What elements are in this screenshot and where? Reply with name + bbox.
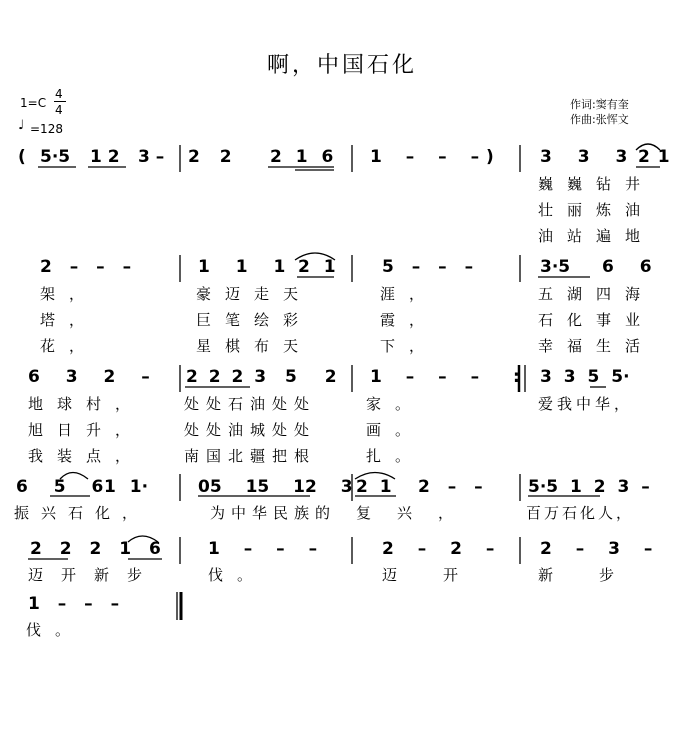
notes-s6-m1: 1 – – – xyxy=(28,594,120,614)
lyric-s2-v2-d: 石化事业 xyxy=(538,311,655,329)
lyric-s3-v2-c: 画。 xyxy=(366,421,425,439)
lyric-s2-v1-a: 架， xyxy=(40,285,99,303)
lyric-s3-v3-a: 我装点， xyxy=(28,447,145,465)
lyric-s2-v3-a: 花， xyxy=(40,337,99,355)
lyric-s4-b: 为中华民族的 xyxy=(210,504,337,522)
notes-s1-m1c: 3 – xyxy=(138,147,165,167)
notes-s4-m4: 5·5 1 2 3 – xyxy=(528,477,650,497)
lyric-s2-v3-b: 星棋布天 xyxy=(196,337,313,355)
lyric-s3-v1-a: 地球村， xyxy=(28,395,145,413)
notes-s3-m4: 3 3 5 5· xyxy=(540,367,630,387)
notes-s4-m1a: 6 5 6 xyxy=(16,477,104,497)
notes-s5-m3: 2 – 2 – xyxy=(382,539,495,559)
notes-s2-m4a: 3·5 xyxy=(540,257,571,277)
note-icon: ♩ xyxy=(18,118,25,133)
notes-s2-m3: 5 – – – xyxy=(382,257,474,277)
lyric-s4-d: 百万石化人， xyxy=(526,504,635,522)
lyric-s3-v2-b: 处处油城处处 xyxy=(184,421,317,439)
lyric-s2-v1-c: 涯， xyxy=(380,285,439,303)
time-signature-top: 4 xyxy=(55,87,63,101)
lyric-s5-a: 迈开新步 xyxy=(28,566,161,584)
notes-s4-m2: 05 15 12 3 xyxy=(198,477,353,497)
lyric-s5-b: 伐。 xyxy=(208,566,267,584)
lyric-s2-v2-b: 巨笔绘彩 xyxy=(196,311,313,329)
notes-s2-m2b: 2 1 xyxy=(298,257,336,277)
lyric-s1-v1: 巍巍钻井 xyxy=(538,175,655,193)
notes-s2-m2a: 1 1 1 xyxy=(198,257,286,277)
notes-s3-m2b: 5 2 xyxy=(285,367,337,387)
notes-s5-m2: 1 – – – xyxy=(208,539,318,559)
lyric-s2-v3-c: 下， xyxy=(380,337,439,355)
lyric-s4-a: 振兴石化， xyxy=(14,504,150,522)
notes-s1-m1a: 5·5 xyxy=(40,147,71,167)
song-title: 啊，中国石化 xyxy=(266,53,417,78)
lyric-s2-v2-a: 塔， xyxy=(40,311,99,329)
notes-s5-m4: 2 – 3 – xyxy=(540,539,653,559)
notes-s4-m1b: 1 1· xyxy=(104,477,149,497)
repeat-sign: : xyxy=(513,367,520,387)
composer-credit: 作曲:张恽文 xyxy=(570,113,629,126)
paren-open: ( xyxy=(18,147,26,167)
key-signature: 1=C xyxy=(20,96,47,110)
notes-s4-m3a: 2 1 xyxy=(356,477,392,497)
lyric-s6-a: 伐。 xyxy=(26,621,85,639)
lyric-s1-v2: 壮丽炼油 xyxy=(538,201,655,219)
lyric-s3-v1-d: 爱我中华， xyxy=(538,395,634,413)
notes-s3-m2a: 2 2 2 3 xyxy=(186,367,267,387)
notes-s1-m1b: 1 2 xyxy=(90,147,120,167)
notes-s2-m1: 2 – – – xyxy=(40,257,132,277)
lyric-s2-v3-d: 幸福生活 xyxy=(538,337,655,355)
notes-s2-m4b: 6 6 xyxy=(602,257,652,277)
lyric-s5-c: 迈开 xyxy=(382,566,505,584)
notes-s1-m2b: 2 1 6 xyxy=(270,147,334,167)
notes-s1-m4a: 3 3 3 xyxy=(540,147,628,167)
time-signature-bottom: 4 xyxy=(55,103,63,117)
lyric-s3-v3-c: 扎。 xyxy=(366,447,425,465)
notes-s1-m4b: 2 1 xyxy=(638,147,670,167)
notes-s3-m3: 1 – – – xyxy=(370,367,480,387)
lyric-s3-v2-a: 旭日升， xyxy=(28,421,145,439)
lyric-s5-d: 新步 xyxy=(538,566,661,584)
lyric-s3-v3-b: 南国北疆把根 xyxy=(184,447,317,465)
notes-s3-m1: 6 3 2 – xyxy=(28,367,150,387)
lyric-s3-v1-c: 家。 xyxy=(366,395,425,413)
notes-s5-m1: 2 2 2 1 6 xyxy=(30,539,161,559)
notes-s1-m2a: 2 2 xyxy=(188,147,232,167)
lyricist-credit: 作词:窦有奎 xyxy=(570,98,629,111)
lyric-s1-v3: 油站遍地 xyxy=(538,227,655,245)
lyric-s2-v1-b: 豪迈走天 xyxy=(196,285,313,303)
lyric-s4-c: 复兴， xyxy=(356,504,480,522)
notes-s4-m3b: 2 – – xyxy=(418,477,483,497)
lyric-s2-v1-d: 五湖四海 xyxy=(538,285,655,303)
lyric-s3-v1-b: 处处石油处处 xyxy=(184,395,317,413)
paren-close: ) xyxy=(486,147,494,167)
lyric-s2-v2-c: 霞， xyxy=(380,311,439,329)
notes-s1-m3: 1 – – – xyxy=(370,147,480,167)
tempo-mark: =128 xyxy=(30,122,63,136)
